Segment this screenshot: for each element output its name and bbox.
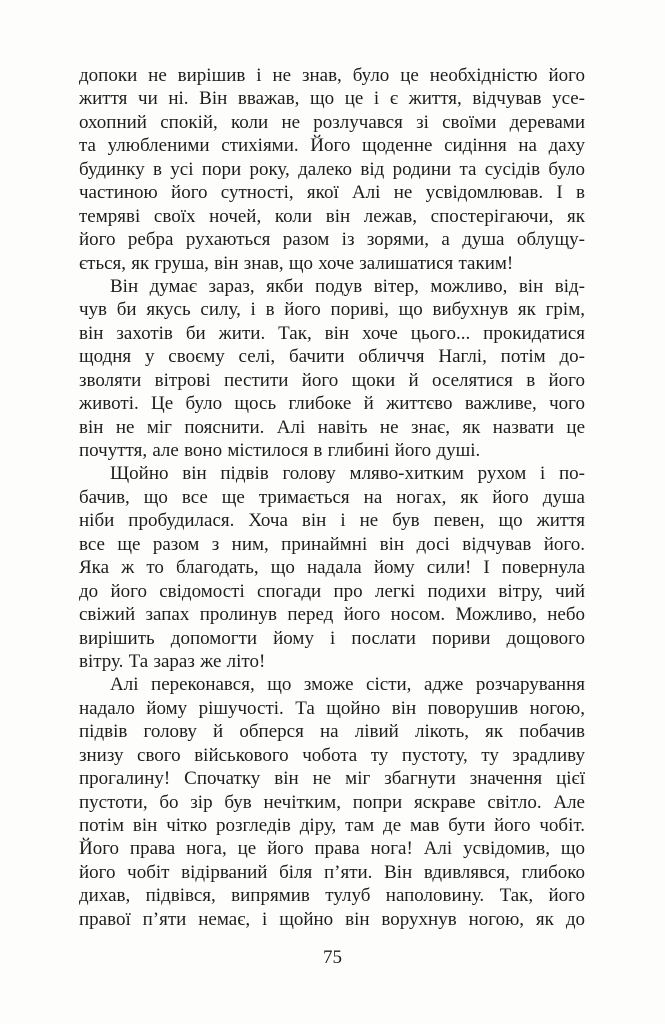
text-line: частиною його сутності, якої Алі не усвідомлював. І в [79,182,585,204]
text-line: життя чи ні. Він вважав, що це і є життя, відчував усе- [79,88,585,110]
text-line: темряві своїх ночей, коли він лежав, спостерігаючи, як [79,205,585,227]
text-line: дихав, підвівся, випрямив тулуб наполовину. Так, його [79,885,585,907]
text-line: вітру. Та зараз же літо! [79,650,266,672]
text-line: Яка ж то благодать, що надала йому сили! І повернула [79,557,585,579]
text-line: надало йому рішучості. Та щойно він поворушив ногою, [79,697,585,719]
text-line: підвів голову й обперся на лівий лікоть, як побачив [79,721,585,743]
text-line: щодня у своєму селі, бачити обличчя Наглі, потім до- [79,346,585,368]
text-line: зволяти вітрові пестити його щоки й оселятися в його [79,369,585,391]
text-line: знизу свого військового чобота ту пустоту, ту зрадливу [79,744,585,766]
text-line: до його свідомості спогади про легкі подихи вітру, чий [79,580,585,602]
paragraph [79,673,585,931]
paragraph [79,275,585,463]
text-line: ніби пробудилася. Хоча він і не був певен, що життя [79,510,585,532]
text-line: та улюбленими стихіями. Його щоденне сидіння на даху [79,135,585,157]
text-line: Він думає зараз, якби подув вітер, можливо, він від- [110,275,585,297]
text-line: Його права нога, це його права нога! Алі усвідомив, що [79,838,585,860]
paragraph [79,462,585,673]
text-line: чув би якусь силу, і в його пориві, що вибухнув як грім, [79,299,585,321]
text-line: животі. Це було щось глибоке й життєво важливе, чого [79,393,585,415]
text-line: прогалину! Спочатку він не міг збагнути значення цієї [79,768,585,790]
text-line: його ребра рухаються разом із зорями, а душа облущу- [79,229,585,251]
text-line: правої п’яти немає, і щойно він ворухнув ногою, як до [79,908,585,930]
text-line: Алі переконався, що зможе сісти, адже розчарування [110,674,585,696]
text-line: охопний спокій, коли не розлучався зі своїми деревами [79,111,585,133]
page-number: 75 [323,947,342,968]
text-line: він захотів би жити. Так, він хоче цього... прокидатися [79,322,585,344]
text-line: будинку в усі пори року, далеко від родини та сусідів було [79,158,585,180]
text-line: ється, як груша, він знав, що хоче залишатися таким! [79,252,514,274]
text-line: все ще разом з ним, принаймні він досі відчував його. [79,533,585,555]
text-block [79,64,585,931]
text-line: його чобіт відірваний біля п’яти. Він вдивлявся, глибоко [79,861,585,883]
text-line: Щойно він підвів голову мляво-хитким рухом і по- [110,463,585,485]
text-line: бачив, що все ще тримається на ногах, як його душа [79,486,585,508]
text-line: пустоти, бо зір був нечітким, попри яскраве світло. Але [79,791,585,813]
text-line: допоки не вирішив і не знав, було це необхідністю його [79,65,585,86]
paragraph [79,64,585,275]
text-line: вирішить допомогти йому і послати пориви дощового [79,627,585,649]
text-line: почуття, але воно містилося в глибині його душі. [79,440,481,461]
text-line: потім він чітко розгледів діру, там де мав бути його чобіт. [79,815,585,836]
text-line: він не міг пояснити. Алі навіть не знає, як назвати це [79,416,585,438]
text-line: свіжий запах пролинув перед його носом. Можливо, небо [79,604,585,626]
